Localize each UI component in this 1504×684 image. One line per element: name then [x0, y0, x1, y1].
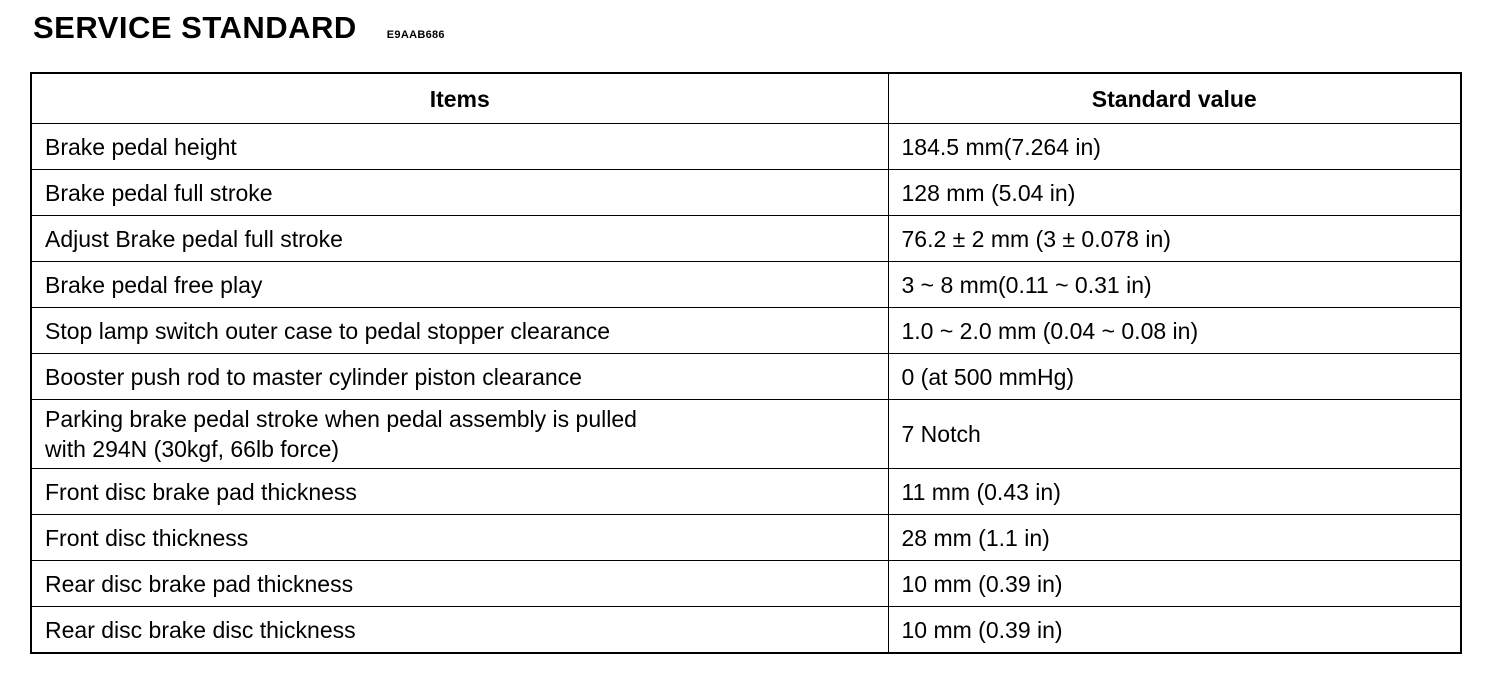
item-cell: Front disc thickness: [31, 515, 888, 561]
value-cell: 1.0 ~ 2.0 mm (0.04 ~ 0.08 in): [888, 308, 1461, 354]
service-standard-table: [30, 72, 1462, 654]
column-header-items: Items: [31, 73, 888, 124]
item-cell: Brake pedal full stroke: [31, 170, 888, 216]
item-cell: Rear disc brake disc thickness: [31, 607, 888, 654]
item-cell: Stop lamp switch outer case to pedal stopper clearance: [31, 308, 888, 354]
item-cell-line: with 294N (30kgf, 66lb force): [45, 436, 340, 462]
table-row: [31, 469, 1461, 515]
item-cell: Rear disc brake pad thickness: [31, 561, 888, 607]
value-cell: 184.5 mm(7.264 in): [888, 124, 1461, 170]
document-header: [33, 10, 445, 50]
table-row: [31, 561, 1461, 607]
document-code: E9AAB686: [386, 29, 445, 41]
value-cell: 7 Notch: [888, 400, 1461, 469]
table-header-row: [31, 73, 1461, 124]
table-row: [31, 354, 1461, 400]
value-cell: 128 mm (5.04 in): [888, 170, 1461, 216]
value-cell: 3 ~ 8 mm(0.11 ~ 0.31 in): [888, 262, 1461, 308]
item-cell-line: Parking brake pedal stroke when pedal assembly is pulled: [45, 406, 637, 432]
value-cell: 76.2 ± 2 mm (3 ± 0.078 in): [888, 216, 1461, 262]
table-row: [31, 400, 1461, 469]
value-cell: 11 mm (0.43 in): [888, 469, 1461, 515]
item-cell: Brake pedal height: [31, 124, 888, 170]
value-cell: 10 mm (0.39 in): [888, 607, 1461, 654]
table-row: [31, 607, 1461, 654]
table-row: [31, 262, 1461, 308]
table-row: [31, 308, 1461, 354]
table-row: [31, 124, 1461, 170]
table-row: [31, 515, 1461, 561]
table-row: [31, 216, 1461, 262]
item-cell: Brake pedal free play: [31, 262, 888, 308]
table-row: [31, 170, 1461, 216]
value-cell: 10 mm (0.39 in): [888, 561, 1461, 607]
item-cell: [31, 400, 888, 469]
item-cell: Booster push rod to master cylinder piston clearance: [31, 354, 888, 400]
column-header-standard-value: Standard value: [888, 73, 1461, 124]
item-cell: Front disc brake pad thickness: [31, 469, 888, 515]
value-cell: 0 (at 500 mmHg): [888, 354, 1461, 400]
page-title: SERVICE STANDARD: [33, 10, 357, 45]
item-cell: Adjust Brake pedal full stroke: [31, 216, 888, 262]
value-cell: 28 mm (1.1 in): [888, 515, 1461, 561]
